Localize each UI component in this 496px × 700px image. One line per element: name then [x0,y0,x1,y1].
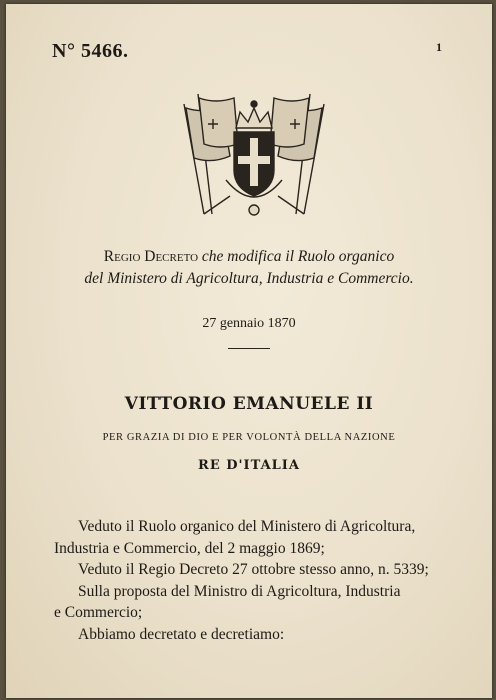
decree-title-line2: del Ministero di Agricoltura, Industria e Commercio. [84,270,414,287]
decree-number: N° 5466. [52,40,129,62]
body-line: Industria e Commercio, del 2 maggio 1869; [54,539,325,557]
divider [228,348,270,349]
decree-date: 27 gennaio 1870 [202,316,296,331]
body-line: Abbiamo decretato e decretiamo: [78,625,285,643]
body-line: Sulla proposta del Ministro di Agricoltura, Industria [78,582,401,600]
grace-formula: PER GRAZIA DI DIO E PER VOLONTÀ DELLA NAZIONE [102,432,396,443]
page-number: 1 [436,40,442,54]
body-line: Veduto il Regio Decreto 27 ottobre stesso anno, n. 5339; [78,561,429,578]
king-title: RE D'ITALIA [198,458,300,473]
body-line: Veduto il Ruolo organico del Ministero di Agricoltura, [78,518,416,535]
king-name: VITTORIO EMANUELE II [124,394,374,414]
decree-title-prefix: Regio Decreto [103,248,199,265]
body-line: e Commercio; [54,604,143,621]
decree-body [54,516,474,645]
document-page [6,4,492,698]
royal-coat-of-arms-icon [164,84,344,224]
decree-title [6,246,492,290]
decree-title-rest: che modifica il Ruolo organico [201,248,395,265]
